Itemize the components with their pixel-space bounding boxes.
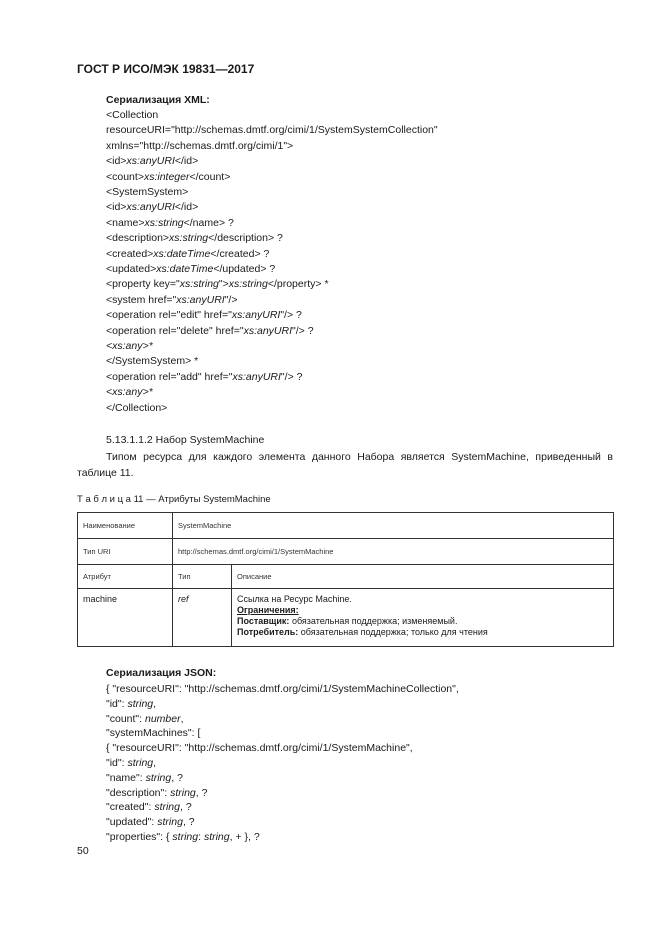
json-code-line — [106, 682, 459, 698]
xml-code-line — [106, 308, 302, 324]
json-code-line — [106, 741, 413, 757]
provider-text: обязательная поддержка; изменяемый. — [289, 616, 458, 626]
code-token: "created": — [106, 801, 155, 814]
xml-code-line — [106, 231, 283, 247]
provider-line — [237, 616, 608, 627]
name-value: SystemMachine — [173, 513, 614, 539]
section-text-line-2: таблице 11. — [77, 467, 134, 479]
json-heading: Сериализация JSON: — [106, 667, 217, 679]
code-token: xs:string — [228, 278, 268, 291]
code-token: string — [127, 757, 154, 769]
code-token: </created> ? — [210, 247, 270, 260]
row-attribute: machine — [78, 589, 173, 647]
xml-code-line — [106, 354, 198, 370]
xml-code-line — [106, 139, 293, 155]
code-token: "updated": — [106, 816, 158, 829]
json-code-line — [106, 726, 200, 742]
code-token: <system href=" — [106, 293, 177, 306]
xml-code-line — [106, 216, 234, 232]
code-token: </SystemSystem> * — [106, 355, 199, 368]
code-token: </name> ? — [183, 216, 234, 229]
code-token: <name> — [106, 216, 145, 229]
code-token: </updated> ? — [213, 263, 276, 275]
code-token: "/> ? — [280, 309, 302, 322]
code-token: "/> — [224, 293, 238, 306]
code-token: string — [172, 831, 199, 843]
code-token: xs:anyURI — [243, 324, 293, 337]
code-token: , ? — [180, 801, 192, 814]
code-token: string — [145, 771, 172, 784]
uri-label: Тип URI — [78, 539, 173, 565]
consumer-line — [237, 627, 608, 638]
code-token: "systemMachines": [ — [106, 727, 201, 740]
code-token: string — [127, 697, 154, 710]
code-token: , ? — [182, 816, 195, 829]
code-token: </Collection> — [106, 401, 168, 414]
code-token: , — [153, 757, 157, 769]
code-token: xs:string — [179, 278, 219, 291]
code-token: string — [170, 786, 196, 799]
code-token: "> — [218, 278, 229, 291]
code-token: </id> — [174, 201, 199, 214]
consumer-label: Потребитель: — [237, 627, 299, 637]
code-token: <xs:any>* — [106, 340, 153, 352]
json-code-line — [106, 830, 260, 846]
section-heading: 5.13.1.1.2 Набор SystemMachine — [106, 434, 265, 446]
col-header-description: Описание — [232, 565, 614, 589]
code-token: "description": — [106, 786, 171, 799]
code-token: <property key=" — [106, 278, 180, 291]
code-token: <updated> — [106, 263, 157, 275]
code-token: </count> — [189, 170, 231, 183]
description-text: Ссылка на Ресурс Machine. — [237, 594, 352, 604]
code-token: string — [154, 801, 180, 814]
xml-code-line — [106, 247, 269, 263]
code-token: number — [144, 712, 181, 725]
xml-code-line — [106, 185, 188, 201]
code-token: xmlns="http://schemas.dmtf.org/cimi/1"> — [106, 139, 294, 152]
code-token: , ? — [171, 771, 183, 784]
xml-code-line — [106, 401, 167, 417]
xml-code-line — [106, 154, 198, 170]
code-token: </description> ? — [208, 232, 283, 245]
json-code-line — [106, 712, 184, 728]
code-token: <operation rel="edit" href=" — [106, 309, 232, 322]
code-token: xs:dateTime — [153, 247, 211, 260]
code-token: , — [153, 697, 157, 710]
json-code-line — [106, 756, 156, 772]
code-token: <SystemSystem> — [106, 186, 189, 198]
table-row — [78, 513, 614, 539]
code-token: <xs:any>* — [106, 386, 153, 399]
code-token: "/> ? — [292, 324, 314, 337]
code-token: <created> — [106, 247, 154, 260]
col-header-type: Тип — [173, 565, 232, 589]
code-token: "id": — [106, 697, 128, 710]
xml-code-line — [106, 262, 275, 278]
code-token: resourceURI="http://schemas.dmtf.org/cimi/1/SystemSystemCollection" — [106, 124, 438, 137]
xml-code-line — [106, 123, 438, 139]
xml-code-line — [106, 324, 314, 340]
json-code-line — [106, 786, 207, 802]
code-token: "id": — [106, 757, 128, 769]
code-token: "/> ? — [280, 370, 303, 383]
xml-code-line — [106, 277, 329, 293]
col-header-attribute: Атрибут — [78, 565, 173, 589]
attributes-table — [77, 512, 614, 647]
json-code-line — [106, 697, 156, 713]
consumer-text: обязательная поддержка; только для чтения — [298, 627, 488, 637]
code-token: <description> — [106, 232, 170, 245]
code-token: xs:anyURI — [126, 155, 175, 168]
code-token: <operation rel="delete" href=" — [106, 324, 244, 337]
code-token: xs:dateTime — [156, 263, 214, 275]
code-token: <count> — [106, 170, 144, 183]
xml-code-line — [106, 200, 198, 216]
code-token: "properties": { — [106, 831, 173, 843]
code-token: string — [203, 831, 230, 843]
code-token: "name": — [106, 771, 146, 784]
code-token: xs:string — [169, 232, 209, 245]
xml-code-line — [106, 385, 153, 401]
code-token: <Collection — [106, 109, 159, 121]
code-token: { "resourceURI": "http://schemas.dmtf.org/cimi/1/SystemMachineCollection", — [106, 683, 459, 695]
json-code-line — [106, 771, 183, 787]
row-description — [232, 589, 614, 647]
code-token: <operation rel="add" href=" — [106, 370, 233, 383]
code-token: xs:string — [144, 216, 184, 229]
provider-label: Поставщик: — [237, 616, 290, 626]
name-label: Наименование — [78, 513, 173, 539]
code-token: string — [157, 816, 183, 829]
code-token: </property> * — [267, 278, 329, 291]
code-token: xs:anyURI — [232, 370, 281, 383]
code-token: : — [198, 831, 204, 843]
code-token: </id> — [174, 155, 199, 168]
code-token: "count": — [106, 712, 145, 725]
code-token: , + }, ? — [229, 831, 260, 843]
page-number: 50 — [77, 845, 89, 857]
code-token: { "resourceURI": "http://schemas.dmtf.org/cimi/1/SystemMachine", — [106, 742, 413, 755]
code-token: xs:anyURI — [231, 309, 281, 322]
table-row — [78, 539, 614, 565]
xml-code-line — [106, 170, 230, 186]
uri-value: http://schemas.dmtf.org/cimi/1/SystemMachine — [173, 539, 614, 565]
xml-code-line — [106, 293, 237, 309]
xml-code-line — [106, 108, 158, 124]
xml-code-line — [106, 370, 302, 386]
json-code-line — [106, 815, 195, 831]
code-token: <id> — [106, 155, 127, 168]
xml-heading: Сериализация XML: — [106, 94, 210, 106]
table-caption: Т а б л и ц а 11 — Атрибуты SystemMachine — [77, 494, 271, 505]
document-header: ГОСТ Р ИСО/МЭК 19831—2017 — [77, 62, 255, 76]
code-token: xs:anyURI — [176, 293, 225, 306]
restrictions-label: Ограничения: — [237, 605, 299, 615]
code-token: , ? — [195, 786, 208, 799]
code-token: , — [180, 712, 184, 725]
section-text-line-1: Типом ресурса для каждого элемента данного Набора является SystemMachine, приведенный в — [106, 451, 613, 463]
row-type: ref — [173, 589, 232, 647]
code-token: xs:integer — [143, 170, 190, 183]
table-row — [78, 589, 614, 647]
json-code-line — [106, 800, 192, 816]
code-token: xs:anyURI — [126, 201, 175, 214]
xml-code-line — [106, 339, 153, 355]
code-token: <id> — [106, 201, 127, 214]
table-row — [78, 565, 614, 589]
